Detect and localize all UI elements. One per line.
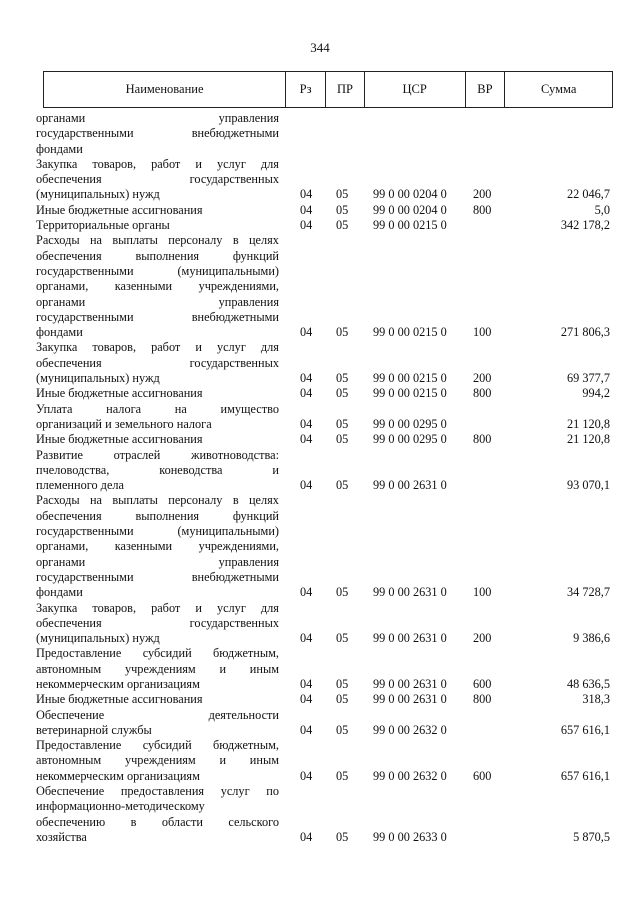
header-name: Наименование: [44, 72, 286, 107]
row-pr: 05: [336, 325, 349, 340]
row-pr: 05: [336, 416, 349, 431]
row-name-line: Закупка товаров, работ и услуг для: [36, 340, 279, 355]
row-sum: 5 870,5: [573, 829, 610, 844]
row-name-line: фондами: [36, 585, 83, 600]
row-name-line: (муниципальных) нужд: [36, 187, 160, 202]
row-name-line: организаций и земельного налога: [36, 416, 212, 431]
table-row: [0, 432, 640, 447]
row-rz: 04: [300, 829, 313, 844]
row-name-line: (муниципальных) нужд: [36, 371, 160, 386]
header-sum: Сумма: [540, 82, 577, 96]
row-vr: 100: [473, 585, 492, 600]
row-pr: 05: [336, 631, 349, 646]
row-pr: 05: [336, 676, 349, 691]
table-row: [0, 708, 640, 739]
row-name-line: обеспечению в области сельского: [36, 814, 279, 829]
row-name: [36, 708, 279, 739]
row-rz: 04: [300, 722, 313, 737]
header-rz: Рз: [286, 72, 326, 107]
row-name-line: государственными внебюджетными: [36, 309, 279, 324]
row-csr: 99 0 00 0215 0: [373, 218, 447, 233]
row-name-line: Расходы на выплаты персоналу в целях: [36, 493, 279, 508]
row-sum: 22 046,7: [566, 187, 610, 202]
row-name: [36, 386, 279, 401]
row-sum: 21 120,8: [566, 416, 610, 431]
row-name: [36, 646, 279, 692]
row-name-line: Территориальные органы: [36, 218, 170, 233]
row-name-line: обеспечения выполнения функций: [36, 248, 279, 263]
table-body: [0, 111, 640, 845]
table-row: [0, 203, 640, 218]
row-pr: 05: [336, 692, 349, 707]
row-name-line: Обеспечение деятельности: [36, 707, 279, 722]
row-name-line: племенного дела: [36, 478, 124, 493]
row-sum: 69 377,7: [566, 371, 610, 386]
row-name-line: некоммерческим организациям: [36, 768, 200, 783]
table-row: [0, 601, 640, 647]
row-name-line: автономным учреждениям и иным: [36, 753, 279, 768]
row-pr: 05: [336, 202, 349, 217]
row-name-line: органами управления: [36, 111, 279, 125]
row-name-line: государственными внебюджетными: [36, 126, 279, 141]
table-row: [0, 340, 640, 386]
row-name-line: обеспечения государственных: [36, 355, 279, 370]
header-csr: ЦСР: [365, 72, 466, 107]
row-pr: 05: [336, 478, 349, 493]
row-name-line: Иные бюджетные ассигнования: [36, 386, 203, 401]
row-name-line: органами, казенными учреждениями,: [36, 539, 279, 554]
row-name-line: Развитие отраслей животноводства:: [36, 447, 279, 462]
row-name-line: информационно-методическому: [36, 799, 205, 814]
row-name-line: государственными (муниципальными): [36, 263, 279, 278]
table-header: [43, 71, 613, 108]
row-name: [36, 233, 279, 340]
row-name-line: Закупка товаров, работ и услуг для: [36, 156, 279, 171]
row-name: [36, 448, 279, 494]
table-row: [0, 111, 640, 157]
row-name-line: Иные бюджетные ассигнования: [36, 202, 203, 217]
row-vr: 800: [473, 432, 492, 447]
row-rz: 04: [300, 692, 313, 707]
row-rz: 04: [300, 325, 313, 340]
table-row: [0, 157, 640, 203]
row-name-line: Уплата налога на имущество: [36, 401, 279, 416]
row-sum: 657 616,1: [560, 768, 610, 783]
row-csr: 99 0 00 0215 0: [373, 386, 447, 401]
row-name: [36, 784, 279, 845]
row-name: [36, 493, 279, 600]
row-name: [36, 601, 279, 647]
row-name-line: обеспечения государственных: [36, 172, 279, 187]
row-pr: 05: [336, 722, 349, 737]
row-name: [36, 203, 279, 218]
row-name: [36, 218, 279, 233]
row-sum: 342 178,2: [560, 218, 610, 233]
row-pr: 05: [336, 187, 349, 202]
row-name: [36, 738, 279, 784]
row-pr: 05: [336, 386, 349, 401]
row-name: [36, 157, 279, 203]
row-sum: 48 636,5: [566, 676, 610, 691]
table-row: [0, 646, 640, 692]
row-vr: 600: [473, 768, 492, 783]
row-name-line: Иные бюджетные ассигнования: [36, 432, 203, 447]
row-name: [36, 432, 279, 447]
row-rz: 04: [300, 218, 313, 233]
row-name-line: государственными (муниципальными): [36, 524, 279, 539]
row-name: [36, 402, 279, 433]
row-sum: 271 806,3: [560, 325, 610, 340]
row-vr: 800: [473, 692, 492, 707]
row-name-line: ветеринарной службы: [36, 722, 152, 737]
row-sum: 318,3: [582, 692, 610, 707]
row-name-line: Закупка товаров, работ и услуг для: [36, 600, 279, 615]
row-csr: 99 0 00 0204 0: [373, 187, 447, 202]
table-row: [0, 233, 640, 340]
row-name-line: органами, казенными учреждениями,: [36, 279, 279, 294]
row-name: [36, 692, 279, 707]
row-csr: 99 0 00 0215 0: [373, 371, 447, 386]
row-vr: 200: [473, 187, 492, 202]
row-vr: 100: [473, 325, 492, 340]
row-csr: 99 0 00 2631 0: [373, 676, 447, 691]
row-csr: 99 0 00 2631 0: [373, 631, 447, 646]
row-csr: 99 0 00 0204 0: [373, 202, 447, 217]
row-pr: 05: [336, 218, 349, 233]
row-name-line: (муниципальных) нужд: [36, 631, 160, 646]
table-row: [0, 448, 640, 494]
header-vr: ВР: [466, 72, 506, 107]
row-rz: 04: [300, 371, 313, 386]
row-name-line: фондами: [36, 141, 83, 156]
row-csr: 99 0 00 0215 0: [373, 325, 447, 340]
row-name-line: Иные бюджетные ассигнования: [36, 692, 203, 707]
table-row: [0, 784, 640, 845]
row-name-line: обеспечения выполнения функций: [36, 508, 279, 523]
row-name-line: Предоставление субсидий бюджетным,: [36, 646, 279, 661]
row-rz: 04: [300, 585, 313, 600]
row-rz: 04: [300, 202, 313, 217]
row-name-line: хозяйства: [36, 829, 87, 844]
row-pr: 05: [336, 768, 349, 783]
row-rz: 04: [300, 631, 313, 646]
row-csr: 99 0 00 2633 0: [373, 829, 447, 844]
row-csr: 99 0 00 0295 0: [373, 416, 447, 431]
row-pr: 05: [336, 829, 349, 844]
row-pr: 05: [336, 371, 349, 386]
row-name-line: органами управления: [36, 294, 279, 309]
row-sum: 34 728,7: [566, 585, 610, 600]
row-name-line: пчеловодства, коневодства и: [36, 462, 279, 477]
row-name-line: Расходы на выплаты персоналу в целях: [36, 233, 279, 248]
row-vr: 200: [473, 371, 492, 386]
row-pr: 05: [336, 585, 349, 600]
row-name-line: фондами: [36, 325, 83, 340]
table-row: [0, 402, 640, 433]
row-vr: 800: [473, 202, 492, 217]
row-rz: 04: [300, 432, 313, 447]
page-number: 344: [310, 40, 330, 55]
row-rz: 04: [300, 768, 313, 783]
row-sum: 657 616,1: [560, 722, 610, 737]
row-name-line: обеспечения государственных: [36, 615, 279, 630]
row-rz: 04: [300, 478, 313, 493]
row-csr: 99 0 00 2631 0: [373, 478, 447, 493]
table-row: [0, 218, 640, 233]
row-rz: 04: [300, 676, 313, 691]
row-rz: 04: [300, 187, 313, 202]
row-csr: 99 0 00 0295 0: [373, 432, 447, 447]
row-csr: 99 0 00 2632 0: [373, 722, 447, 737]
row-csr: 99 0 00 2632 0: [373, 768, 447, 783]
row-vr: 200: [473, 631, 492, 646]
table-row: [0, 692, 640, 707]
row-vr: 600: [473, 676, 492, 691]
row-name: [36, 340, 279, 386]
row-sum: 93 070,1: [566, 478, 610, 493]
header-pr: ПР: [326, 72, 365, 107]
row-rz: 04: [300, 386, 313, 401]
row-name-line: автономным учреждениям и иным: [36, 661, 279, 676]
row-name-line: некоммерческим организациям: [36, 676, 200, 691]
row-name-line: органами управления: [36, 554, 279, 569]
row-sum: 5,0: [594, 202, 610, 217]
table-row: [0, 386, 640, 401]
table-row: [0, 738, 640, 784]
row-sum: 9 386,6: [573, 631, 610, 646]
row-name-line: государственными внебюджетными: [36, 569, 279, 584]
row-csr: 99 0 00 2631 0: [373, 692, 447, 707]
row-name: [36, 111, 279, 157]
row-name-line: Предоставление субсидий бюджетным,: [36, 738, 279, 753]
row-csr: 99 0 00 2631 0: [373, 585, 447, 600]
table-row: [0, 493, 640, 600]
row-sum: 994,2: [582, 386, 610, 401]
row-vr: 800: [473, 386, 492, 401]
row-name-line: Обеспечение предоставления услуг по: [36, 784, 279, 799]
row-pr: 05: [336, 432, 349, 447]
row-rz: 04: [300, 416, 313, 431]
row-sum: 21 120,8: [566, 432, 610, 447]
